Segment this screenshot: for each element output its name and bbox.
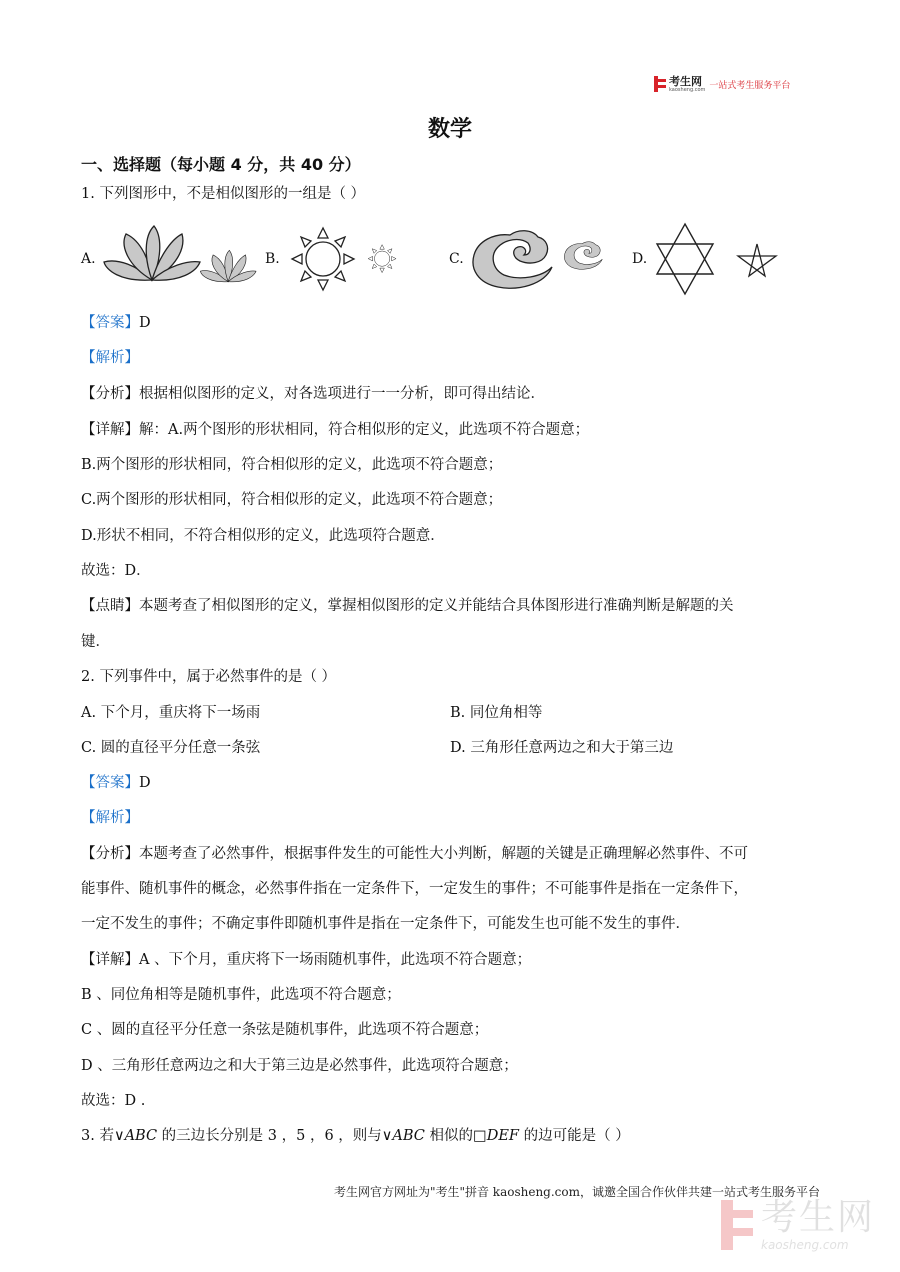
q1-label-d: D. <box>632 251 648 267</box>
q1-dianjing-cont: 键． <box>81 634 110 650</box>
header-logo[interactable] <box>652 74 790 94</box>
q1-figure-d <box>655 220 785 298</box>
pentagram-icon <box>738 244 776 276</box>
q2-option-d: D. 三角形任意两边之和大于第三边 <box>450 740 674 756</box>
q1-fenxi: 【分析】根据相似图形的定义，对各选项进行一一分析，即可得出结论． <box>81 386 545 402</box>
watermark-url: kaosheng.com <box>761 1238 849 1252</box>
footer-text: 考生网官方网址为"考生"拼音 kaosheng.com，诚邀全国合作伙伴共建一站式考生服务平台 <box>333 1185 820 1199</box>
logo-url: kaosheng.com <box>669 86 706 93</box>
q1-dianjing: 【点睛】本题考查了相似图形的定义，掌握相似图形的定义并能结合具体图形进行准确判断是解题的关 <box>81 598 734 614</box>
q1-label-c: C. <box>449 251 464 267</box>
q1-analysis-heading: 【解析】 <box>81 350 139 366</box>
cloud-icon-large <box>473 231 552 288</box>
watermark-icon <box>715 1200 755 1250</box>
q2-fenxi-cont-2: 一定不发生的事件；不确定事件即随机事件是指在一定条件下，可能发生也可能不发生的事件． <box>81 916 690 932</box>
hexagram-icon <box>657 224 713 294</box>
q2-fenxi: 【分析】本题考查了必然事件，根据事件发生的可能性大小判断，解题的关键是正确理解必然事件、不可 <box>81 846 748 862</box>
q1-answer: 【答案】D <box>81 315 151 331</box>
q1-label-a: A. <box>81 251 96 267</box>
q2-stem: 2. 下列事件中，属于必然事件的是（ ） <box>81 669 337 685</box>
q1-xiangjie: 【详解】解：A.两个图形的形状相同，符合相似形的定义，此选项不符合题意； <box>81 422 590 438</box>
q1-option-c-explain: C.两个图形的形状相同，符合相似形的定义，此选项不符合题意； <box>81 492 503 508</box>
q1-figure-c <box>468 225 613 295</box>
logo-icon <box>652 76 666 92</box>
watermark-logo <box>715 1198 875 1252</box>
page-title: 数学 <box>427 117 472 142</box>
q2-answer: 【答案】D <box>81 775 151 791</box>
q1-figure-a <box>100 222 260 292</box>
q2-option-d-explain: D 、三角形任意两边之和大于第三边是必然事件，此选项符合题意； <box>81 1058 518 1074</box>
sun-icon-small <box>368 245 396 273</box>
logo-slogan: 一站式考生服务平台 <box>709 80 791 91</box>
q1-label-b: B. <box>265 251 280 267</box>
section-heading: 一、选择题（每小题 4 分，共 40 分） <box>81 155 361 174</box>
q2-xiangjie: 【详解】A 、下个月，重庆将下一场雨随机事件，此选项不符合题意； <box>81 952 532 968</box>
watermark-name: 考生网 <box>761 1197 876 1238</box>
q2-option-b-explain: B 、同位角相等是随机事件，此选项不符合题意； <box>81 987 401 1003</box>
q3-stem: 3. 若∨ABC 的三边长分别是 3 ，5 ，6 ，则与∨ABC 相似的□DEF 的边可能是（ ） <box>81 1128 630 1144</box>
q2-analysis-heading: 【解析】 <box>81 810 139 826</box>
q1-figure-b <box>285 222 410 296</box>
q2-option-b: B. 同位角相等 <box>450 705 543 721</box>
q2-choose: 故选：D . <box>81 1093 146 1109</box>
q1-option-d-explain: D.形状不相同，不符合相似形的定义，此选项符合题意． <box>81 528 445 544</box>
q2-option-a: A. 下个月，重庆将下一场雨 <box>81 705 261 721</box>
logo-name: 考生网 <box>669 74 702 88</box>
shell-icon-large <box>104 226 200 280</box>
q2-fenxi-cont-1: 能事件、随机事件的概念，必然事件指在一定条件下，一定发生的事件；不可能事件是指在一定条件下， <box>81 881 748 897</box>
shell-icon-small <box>200 250 256 281</box>
sun-icon-large <box>292 228 354 290</box>
q1-option-b-explain: B.两个图形的形状相同，符合相似形的定义，此选项不符合题意； <box>81 457 503 473</box>
q1-stem: 1. 下列图形中，不是相似图形的一组是（ ） <box>81 186 366 202</box>
cloud-icon-small <box>564 242 602 270</box>
q1-choose: 故选：D． <box>81 563 151 579</box>
q2-option-c: C. 圆的直径平分任意一条弦 <box>81 740 261 756</box>
q2-option-c-explain: C 、圆的直径平分任意一条弦是随机事件，此选项不符合题意； <box>81 1022 489 1038</box>
